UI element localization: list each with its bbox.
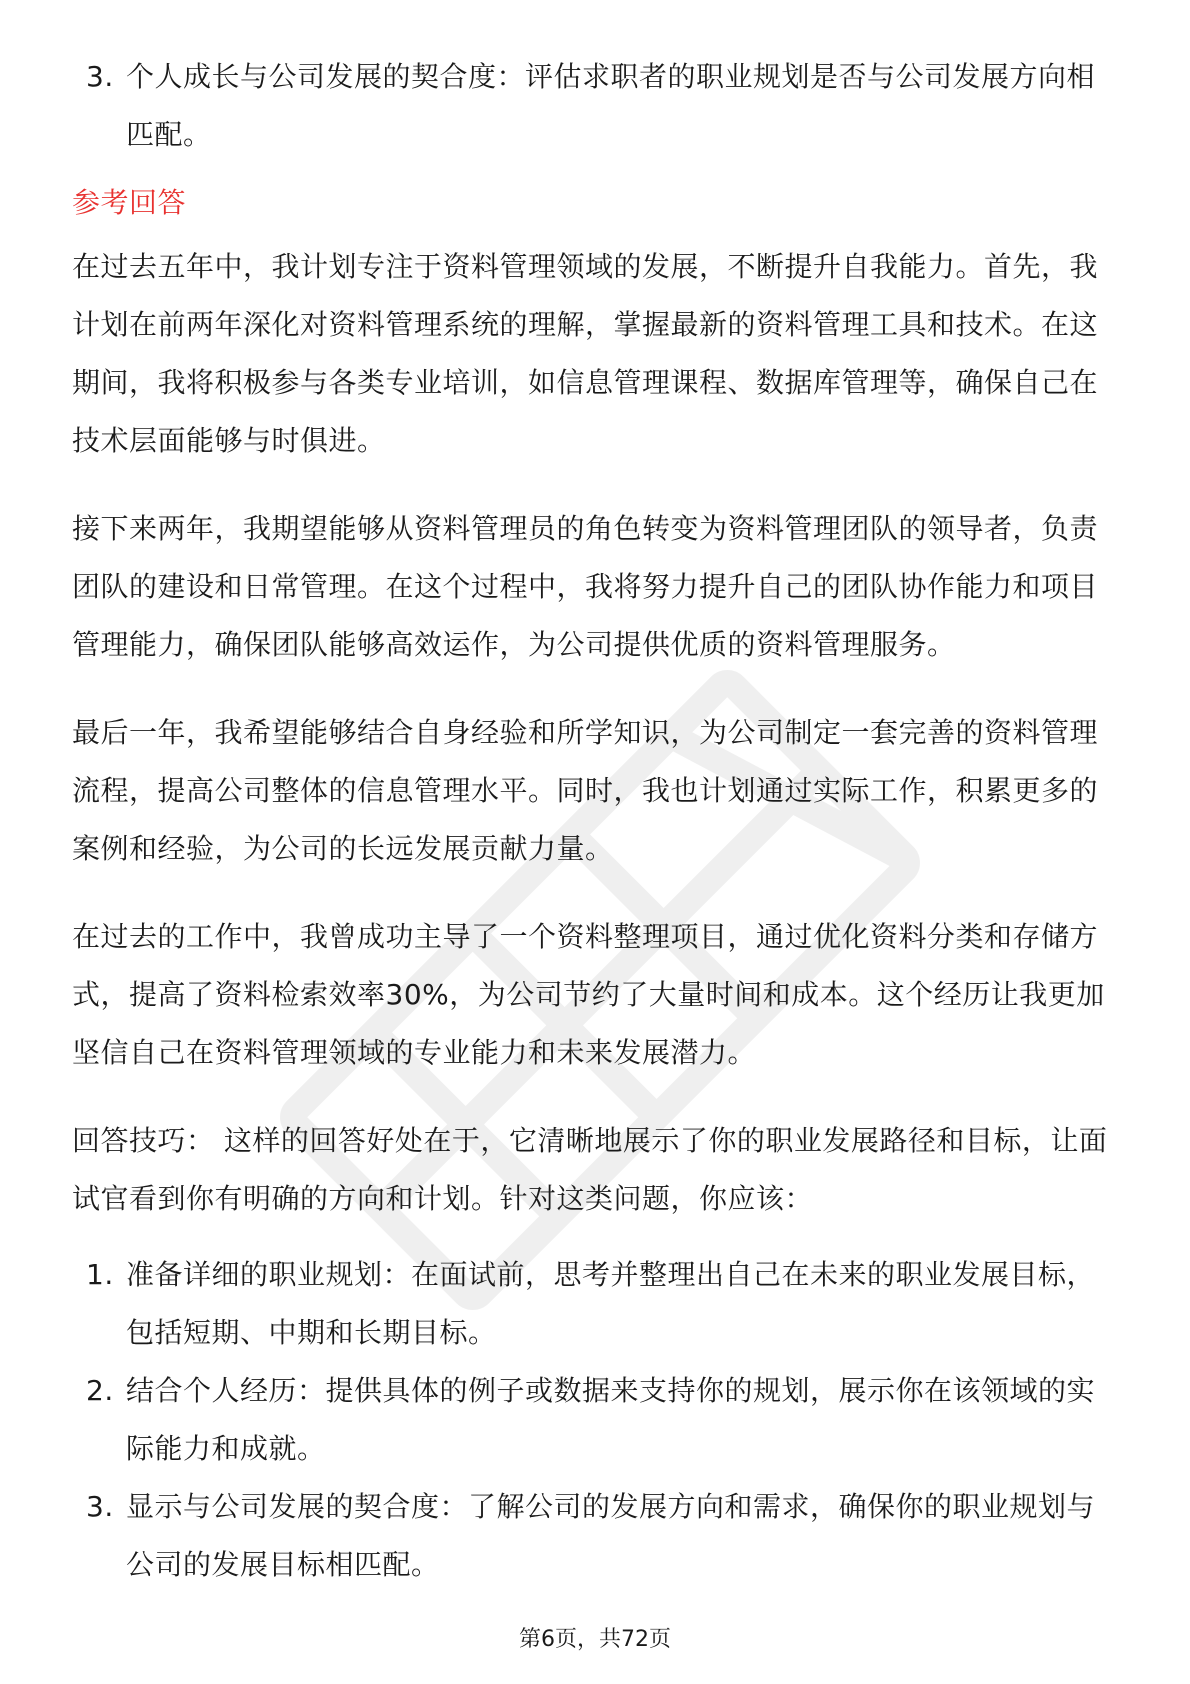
section-heading: 参考回答 <box>72 186 187 219</box>
list-number: 3. <box>86 60 114 93</box>
list-item-text: 显示与公司发展的契合度：了解公司的发展方向和需求，确保你的职业规划与公司的发展目标相匹配。 <box>126 1490 1096 1581</box>
content-area <box>72 48 1122 1594</box>
tips-list <box>72 1246 1122 1594</box>
list-item <box>72 1478 1122 1594</box>
list-item <box>72 1362 1122 1478</box>
tips-intro-paragraph: 回答技巧： 这样的回答好处在于，它清晰地展示了你的职业发展路径和目标，让面试官看到你有明确的方向和计划。针对这类问题，你应该： <box>72 1124 1108 1215</box>
list-item-text: 结合个人经历：提供具体的例子或数据来支持你的规划，展示你在该领域的实际能力和成就。 <box>126 1374 1096 1465</box>
answer-paragraph-3: 最后一年，我希望能够结合自身经验和所学知识，为公司制定一套完善的资料管理流程，提高公司整体的信息管理水平。同时，我也计划通过实际工作，积累更多的案例和经验，为公司的长远发展贡献力量。 <box>72 716 1099 865</box>
answer-paragraph-4: 在过去的工作中，我曾成功主导了一个资料整理项目，通过优化资料分类和存储方式，提高了资料检索效率30%，为公司节约了大量时间和成本。这个经历让我更加坚信自己在资料管理领域的专业能力和未来发展潜力。 <box>72 920 1105 1069</box>
list-number: 3. <box>86 1490 114 1523</box>
evaluation-point-3 <box>72 48 1122 164</box>
list-item-text: 个人成长与公司发展的契合度：评估求职者的职业规划是否与公司发展方向相匹配。 <box>126 60 1096 151</box>
answer-paragraph-1: 在过去五年中，我计划专注于资料管理领域的发展，不断提升自我能力。首先，我计划在前两年深化对资料管理系统的理解，掌握最新的资料管理工具和技术。在这期间，我将积极参与各类专业培训，如信息管理课程、数据库管理等，确保自己在技术层面能够与时俱进。 <box>72 250 1099 457</box>
list-number: 1. <box>86 1258 114 1291</box>
list-number: 2. <box>86 1374 114 1407</box>
page-footer: 第6页，共72页 <box>519 1627 671 1652</box>
answer-paragraph-2: 接下来两年，我期望能够从资料管理员的角色转变为资料管理团队的领导者，负责团队的建设和日常管理。在这个过程中，我将努力提升自己的团队协作能力和项目管理能力，确保团队能够高效运作，为公司提供优质的资料管理服务。 <box>72 512 1099 661</box>
list-item-text: 准备详细的职业规划：在面试前，思考并整理出自己在未来的职业发展目标，包括短期、中期和长期目标。 <box>126 1258 1096 1349</box>
list-item <box>72 1246 1122 1362</box>
